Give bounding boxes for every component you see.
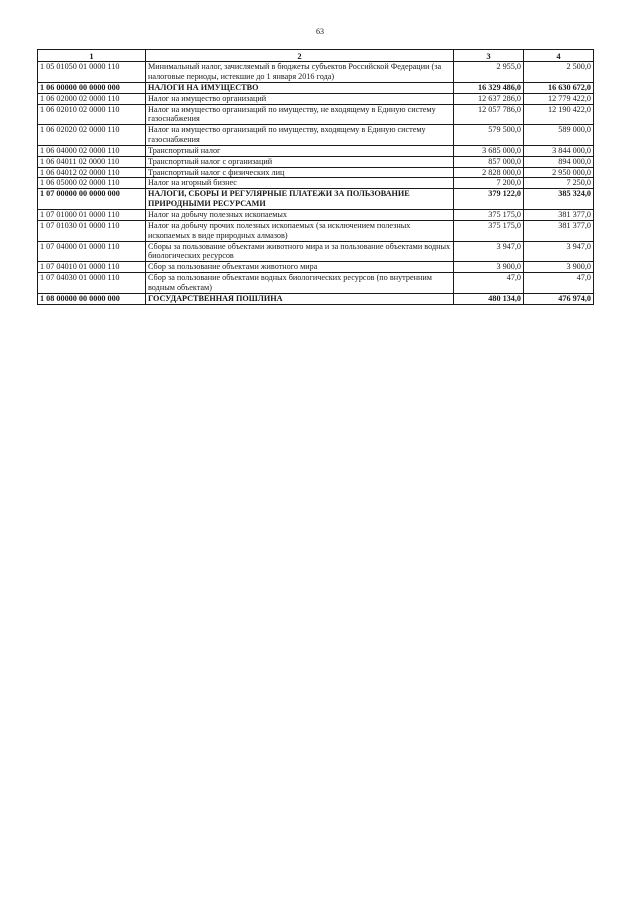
value-column-3-cell: 3 685 000,0 <box>454 145 524 156</box>
value-column-3-cell: 480 134,0 <box>454 293 524 304</box>
item-name-cell: Сбор за пользование объектами животного мира <box>146 262 454 273</box>
table-header-row <box>38 50 594 62</box>
table-row <box>38 167 594 178</box>
item-name-cell: Налог на имущество организаций по имуществу, входящему в Единую систему газоснабжения <box>146 125 454 146</box>
value-column-3-cell: 2 955,0 <box>454 62 524 83</box>
table-row <box>38 156 594 167</box>
classification-code-cell: 1 06 02010 02 0000 110 <box>38 104 146 125</box>
value-column-3-cell: 379 122,0 <box>454 189 524 210</box>
table-row <box>38 220 594 241</box>
classification-code-cell: 1 06 04000 02 0000 110 <box>38 145 146 156</box>
value-column-4-cell: 894 000,0 <box>524 156 594 167</box>
table-row <box>38 125 594 146</box>
item-name-cell: Сбор за пользование объектами водных биологических ресурсов (по внутренним водным объектам) <box>146 273 454 294</box>
value-column-4-cell: 12 779 422,0 <box>524 93 594 104</box>
value-column-3-cell: 3 900,0 <box>454 262 524 273</box>
value-column-3-cell: 579 500,0 <box>454 125 524 146</box>
value-column-4-cell: 3 900,0 <box>524 262 594 273</box>
classification-code-cell: 1 06 00000 00 0000 000 <box>38 82 146 93</box>
table-row <box>38 273 594 294</box>
item-name-cell: Налог на имущество организаций по имуществу, не входящему в Единую систему газоснабжения <box>146 104 454 125</box>
value-column-4-cell: 385 324,0 <box>524 189 594 210</box>
value-column-4-cell: 3 844 000,0 <box>524 145 594 156</box>
value-column-3-cell: 12 057 786,0 <box>454 104 524 125</box>
item-name-cell: Транспортный налог с физических лиц <box>146 167 454 178</box>
table-row <box>38 82 594 93</box>
classification-code-cell: 1 06 04012 02 0000 110 <box>38 167 146 178</box>
table-row <box>38 189 594 210</box>
value-column-4-cell: 476 974,0 <box>524 293 594 304</box>
value-column-3-cell: 375 175,0 <box>454 210 524 221</box>
classification-code-cell: 1 07 04010 01 0000 110 <box>38 262 146 273</box>
item-name-cell: Минимальный налог, зачисляемый в бюджеты субъектов Российской Федерации (за налоговые периоды, истекшие до 1 января 2016 года) <box>146 62 454 83</box>
table-row <box>38 262 594 273</box>
value-column-4-cell: 381 377,0 <box>524 220 594 241</box>
classification-code-cell: 1 08 00000 00 0000 000 <box>38 293 146 304</box>
classification-code-cell: 1 07 01000 01 0000 110 <box>38 210 146 221</box>
column-header-2: 2 <box>146 50 454 62</box>
classification-code-cell: 1 07 04000 01 0000 110 <box>38 241 146 262</box>
item-name-cell: Сборы за пользование объектами животного мира и за пользование объектами водных биологических ресурсов <box>146 241 454 262</box>
value-column-4-cell: 47,0 <box>524 273 594 294</box>
value-column-3-cell: 857 000,0 <box>454 156 524 167</box>
classification-code-cell: 1 06 05000 02 0000 110 <box>38 178 146 189</box>
value-column-4-cell: 3 947,0 <box>524 241 594 262</box>
table-body <box>38 62 594 304</box>
item-name-cell: НАЛОГИ, СБОРЫ И РЕГУЛЯРНЫЕ ПЛАТЕЖИ ЗА ПОЛЬЗОВАНИЕ ПРИРОДНЫМИ РЕСУРСАМИ <box>146 189 454 210</box>
classification-code-cell: 1 07 00000 00 0000 000 <box>38 189 146 210</box>
item-name-cell: НАЛОГИ НА ИМУЩЕСТВО <box>146 82 454 93</box>
item-name-cell: Налог на добычу прочих полезных ископаемых (за исключением полезных ископаемых в виде природных алмазов) <box>146 220 454 241</box>
table-row <box>38 178 594 189</box>
value-column-3-cell: 375 175,0 <box>454 220 524 241</box>
budget-revenue-table <box>37 49 594 305</box>
classification-code-cell: 1 05 01050 01 0000 110 <box>38 62 146 83</box>
page-number: 63 <box>316 27 324 36</box>
table-row <box>38 62 594 83</box>
table-row <box>38 210 594 221</box>
table-row <box>38 93 594 104</box>
value-column-3-cell: 7 200,0 <box>454 178 524 189</box>
table-row <box>38 104 594 125</box>
value-column-3-cell: 16 329 486,0 <box>454 82 524 93</box>
value-column-4-cell: 12 190 422,0 <box>524 104 594 125</box>
value-column-4-cell: 589 000,0 <box>524 125 594 146</box>
item-name-cell: ГОСУДАРСТВЕННАЯ ПОШЛИНА <box>146 293 454 304</box>
item-name-cell: Налог на игорный бизнес <box>146 178 454 189</box>
classification-code-cell: 1 06 04011 02 0000 110 <box>38 156 146 167</box>
item-name-cell: Транспортный налог <box>146 145 454 156</box>
value-column-3-cell: 3 947,0 <box>454 241 524 262</box>
column-header-1: 1 <box>38 50 146 62</box>
value-column-4-cell: 7 250,0 <box>524 178 594 189</box>
item-name-cell: Налог на добычу полезных ископаемых <box>146 210 454 221</box>
value-column-3-cell: 2 828 000,0 <box>454 167 524 178</box>
classification-code-cell: 1 06 02020 02 0000 110 <box>38 125 146 146</box>
value-column-3-cell: 12 637 286,0 <box>454 93 524 104</box>
value-column-4-cell: 16 630 672,0 <box>524 82 594 93</box>
classification-code-cell: 1 06 02000 02 0000 110 <box>38 93 146 104</box>
table-row <box>38 145 594 156</box>
classification-code-cell: 1 07 04030 01 0000 110 <box>38 273 146 294</box>
classification-code-cell: 1 07 01030 01 0000 110 <box>38 220 146 241</box>
table-row <box>38 293 594 304</box>
item-name-cell: Налог на имущество организаций <box>146 93 454 104</box>
column-header-3: 3 <box>454 50 524 62</box>
value-column-4-cell: 2 950 000,0 <box>524 167 594 178</box>
table-row <box>38 241 594 262</box>
value-column-4-cell: 381 377,0 <box>524 210 594 221</box>
item-name-cell: Транспортный налог с организаций <box>146 156 454 167</box>
column-header-4: 4 <box>524 50 594 62</box>
value-column-4-cell: 2 500,0 <box>524 62 594 83</box>
value-column-3-cell: 47,0 <box>454 273 524 294</box>
